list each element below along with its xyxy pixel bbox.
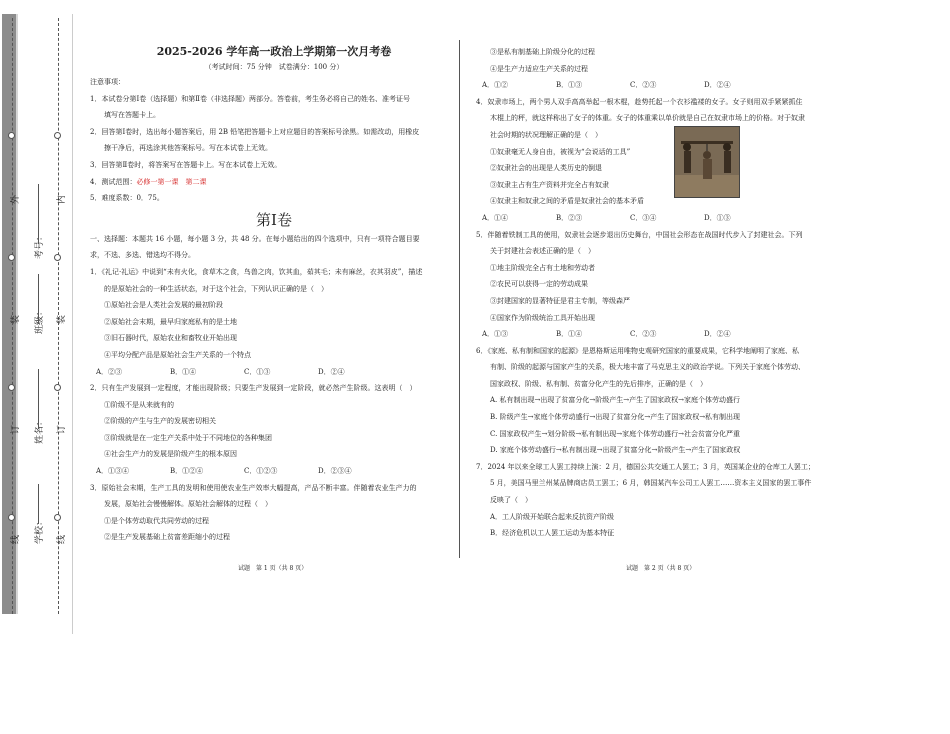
question-option: ③封建国家的显著特征是君主专制，等级森严 — [490, 296, 630, 305]
question-stem: 有制、阶级的起源与国家产生的关系，极大地丰富了马克思主义的政治学说。下列关于家庭个体劳动、 — [490, 363, 805, 372]
question-option: ②阶级的产生与生产的发展密切相关 — [104, 417, 216, 426]
question-stem: 2．只有生产发展到一定程度，才能出现阶级；只要生产发展到一定阶段，就必然产生阶级。这表明（ ） — [90, 384, 417, 393]
choice-a[interactable]: A．①③ — [482, 330, 509, 339]
choice-b[interactable]: B．①②④ — [170, 467, 204, 476]
choice-d[interactable]: D．②③④ — [318, 467, 352, 476]
section-title: 第Ⅰ卷 — [256, 210, 292, 229]
slave-market-photo-icon — [675, 127, 739, 197]
left-column — [90, 44, 458, 546]
outer-mark-wai: 外 — [11, 194, 21, 204]
question-stem: 4．奴隶市场上，两个男人双手高高举起一根木棍，趁势托起一个衣衫褴褛的女子。女子则用双手紧紧抓住 — [476, 97, 803, 106]
binding-strip — [0, 14, 74, 634]
question-stem: 国家政权、阶级、私有制、贫富分化产生的先后排序，正确的是（ ） — [490, 379, 707, 388]
question-option: ④社会生产力的发展是阶级产生的根本原因 — [104, 450, 237, 459]
answer-choices — [90, 463, 458, 480]
binding-hole-icon — [8, 384, 15, 391]
notes-heading: 注意事项： — [90, 78, 125, 86]
id-label: 考号： — [35, 231, 45, 259]
note-line: 5．难度系数：0．75。 — [90, 194, 164, 203]
question-option: ②是生产发展基础上贫富差距缩小的过程 — [104, 533, 230, 542]
question-stem: 6．《家庭、私有制和国家的起源》是恩格斯运用唯物史观研究国家的重要成果，它科学地阐明了家庭、私 — [476, 346, 799, 355]
choice-a[interactable]: A．①④ — [482, 213, 509, 222]
question-option: ③阶级就是在一定生产关系中处于不同地位的各种集团 — [104, 433, 272, 442]
answer-choices — [90, 364, 458, 381]
question-option: ③旧石器时代，原始农业和畜牧业开始出现 — [104, 334, 237, 343]
inner-mark-zhuang: 装 — [57, 314, 67, 324]
question-option: ②奴隶社会的出现是人类历史的倒退 — [490, 164, 602, 173]
choice-a[interactable]: A．②③ — [96, 367, 123, 376]
answer-choices — [476, 77, 834, 94]
choice-d[interactable]: D．②④ — [704, 330, 731, 339]
question-option: ④平均分配产品是原始社会生产关系的一个特点 — [104, 350, 251, 359]
question-option[interactable]: C. 国家政权产生→划分阶级→私有制出现→家庭个体劳动盛行→社会贫富分化严重 — [490, 429, 741, 438]
question-option: ①原始社会是人类社会发展的最初阶段 — [104, 301, 223, 310]
class-blank[interactable] — [38, 274, 39, 324]
school-label: 学校： — [35, 516, 45, 544]
question-option[interactable]: B．经济危机以工人罢工运动为基本特征 — [490, 529, 615, 538]
choice-b[interactable]: B．①③ — [556, 81, 583, 90]
choice-b[interactable]: B．①④ — [170, 367, 197, 376]
choice-d[interactable]: D．②④ — [704, 81, 731, 90]
choice-c[interactable]: C．②③ — [630, 330, 657, 339]
inner-mark-xian: 线 — [57, 534, 67, 544]
question-stem: 发展，原始社会慢慢解体。原始社会解体的过程（ ） — [104, 500, 272, 509]
inner-mark-ding: 订 — [57, 424, 67, 434]
note-line: 擦干净后，再选涂其他答案标号。写在本试卷上无效。 — [104, 144, 272, 153]
question-stem: 5 月，美国马里兰州某品牌商店员工罢工；6 月，韩国某汽车公司工人罢工……资本主义国家的罢工事件 — [490, 479, 812, 488]
question-stem: 社会时期的状况理解正确的是（ ） — [490, 130, 602, 139]
question-option: ①阶级不是从来就有的 — [104, 400, 174, 409]
question-stem: 7．2024 年以来全球工人罢工持续上演：2 月，德国公共交通工人罢工；3 月，英国某企业的仓库工人罢工； — [476, 462, 815, 471]
question-option: ④是生产力适应生产关系的过程 — [490, 64, 588, 73]
question-stem: 木棍上的秤，就这样称出了女子的体重。女子的体重乘以单价就是自己在奴隶市场上的价格。对于奴隶 — [490, 114, 805, 123]
intro-line: 求，不选、多选、错选均不得分。 — [90, 251, 195, 260]
intro-line: 一、选择题：本题共 16 小题，每小题 3 分，共 48 分。在每小题给出的四个选项中，只有一项符合题目要 — [90, 234, 420, 243]
question-option[interactable]: A. 私有制出现→出现了贫富分化→阶级产生→产生了国家政权→家庭个体劳动盛行 — [490, 396, 740, 405]
question-option: ②原始社会末期，最早归家庭私有的是土地 — [104, 317, 237, 326]
note-line: 1．本试卷分第Ⅰ卷（选择题）和第Ⅱ卷（非选择题）两部分。答卷前，考生务必将自己的姓名、准考证号 — [90, 94, 410, 103]
exam-subtitle: （考试时间：75 分钟 试卷满分：100 分） — [204, 63, 344, 71]
question-option: ①奴隶毫无人身自由，被视为“会说话的工具” — [490, 147, 631, 156]
exam-title: 2025-2026 学年高一政治上学期第一次月考卷 — [156, 45, 392, 58]
binding-hole-icon — [8, 254, 15, 261]
binding-hole-icon — [54, 514, 61, 521]
note-line: 填写在答题卡上。 — [104, 111, 160, 120]
choice-c[interactable]: C．①②③ — [244, 467, 278, 476]
school-blank[interactable] — [38, 484, 39, 524]
question-stem: 5．伴随着铁制工具的使用，奴隶社会逐步退出历史舞台，中国社会形态在战国时代步入了封建社会。下列 — [476, 230, 803, 239]
question-option[interactable]: A．工人阶级开始联合起来反抗资产阶级 — [490, 512, 615, 521]
question-option: ①地主阶级完全占有土地和劳动者 — [490, 263, 595, 272]
question-option: ③是私有制基础上阶级分化的过程 — [490, 48, 595, 56]
binding-hole-icon — [8, 514, 15, 521]
choice-d[interactable]: D．②④ — [318, 367, 345, 376]
question-stem: 关于封建社会表述正确的是（ ） — [490, 247, 595, 256]
choice-a[interactable]: A．①② — [482, 81, 509, 90]
binding-edge — [72, 14, 73, 634]
page-footer-left: 试题 第 1 页（共 8 页） — [238, 565, 308, 572]
question-stem: 反映了（ ） — [490, 496, 532, 505]
choice-c[interactable]: C．③④ — [630, 213, 657, 222]
question-stem: 1．《礼记·礼运》中说到“未有火化，食草木之食，鸟兽之肉，饮其血，茹其毛；未有麻丝，衣其羽皮”，描述 — [90, 267, 423, 276]
question-option[interactable]: D. 家庭个体劳动盛行→私有制出现→出现了贫富分化→阶级产生→产生了国家政权 — [490, 446, 741, 455]
binding-hole-icon — [54, 384, 61, 391]
binding-hole-icon — [8, 132, 15, 139]
outer-mark-ding: 订 — [11, 424, 21, 434]
answer-choices — [476, 326, 834, 343]
choice-b[interactable]: B．②③ — [556, 213, 583, 222]
choice-c[interactable]: C．①③ — [244, 367, 271, 376]
inner-mark-nei: 内 — [57, 194, 67, 204]
page-footer-right: 试题 第 2 页（共 8 页） — [626, 565, 696, 572]
question-option: ④国家作为阶级统治工具开始出现 — [490, 313, 595, 322]
column-divider — [459, 40, 460, 558]
choice-c[interactable]: C．②③ — [630, 81, 657, 90]
outer-mark-xian: 线 — [11, 534, 21, 544]
id-blank[interactable] — [38, 184, 39, 244]
right-column — [476, 44, 834, 542]
answer-choices — [476, 210, 834, 227]
slave-market-photo — [674, 126, 740, 198]
note-range-value: 必修一第一课 第二课 — [136, 177, 207, 186]
outer-mark-zhuang: 装 — [11, 314, 21, 324]
choice-b[interactable]: B．①④ — [556, 330, 583, 339]
class-label: 班级： — [35, 306, 45, 334]
note-line: 3．回答第Ⅱ卷时，将答案写在答题卡上。写在本试卷上无效。 — [90, 160, 282, 169]
binding-hole-icon — [54, 254, 61, 261]
question-option[interactable]: B. 阶级产生→家庭个体劳动盛行→出现了贫富分化→产生了国家政权→私有制出现 — [490, 413, 741, 422]
binding-hole-icon — [54, 132, 61, 139]
question-option: ④奴隶主和奴隶之间的矛盾是奴隶社会的基本矛盾 — [490, 197, 644, 206]
question-option: ③奴隶主占有生产资料并完全占有奴隶 — [490, 180, 609, 189]
question-stem: 的是原始社会的一种生活状态，对于这个社会，下列认识正确的是（ ） — [104, 284, 328, 293]
note-range-prefix: 4．测试范围： — [90, 177, 137, 186]
question-option: ②农民可以获得一定的劳动成果 — [490, 280, 588, 289]
choice-a[interactable]: A．①③④ — [96, 467, 130, 476]
note-range-line — [90, 174, 458, 191]
choice-d[interactable]: D．①③ — [704, 213, 731, 222]
name-blank[interactable] — [38, 369, 39, 429]
question-stem: 3．原始社会末期，生产工具的发明和使用使农业生产效率大幅提高，产品不断丰富。伴随着农业生产力的 — [90, 483, 417, 492]
name-label: 姓名： — [35, 416, 45, 444]
question-option: ①是个体劳动取代共同劳动的过程 — [104, 516, 209, 525]
note-line: 2．回答第Ⅰ卷时，选出每小题答案后，用 2B 铅笔把答题卡上对应题目的答案标号涂黑。如需改动，用橡皮 — [90, 127, 420, 136]
